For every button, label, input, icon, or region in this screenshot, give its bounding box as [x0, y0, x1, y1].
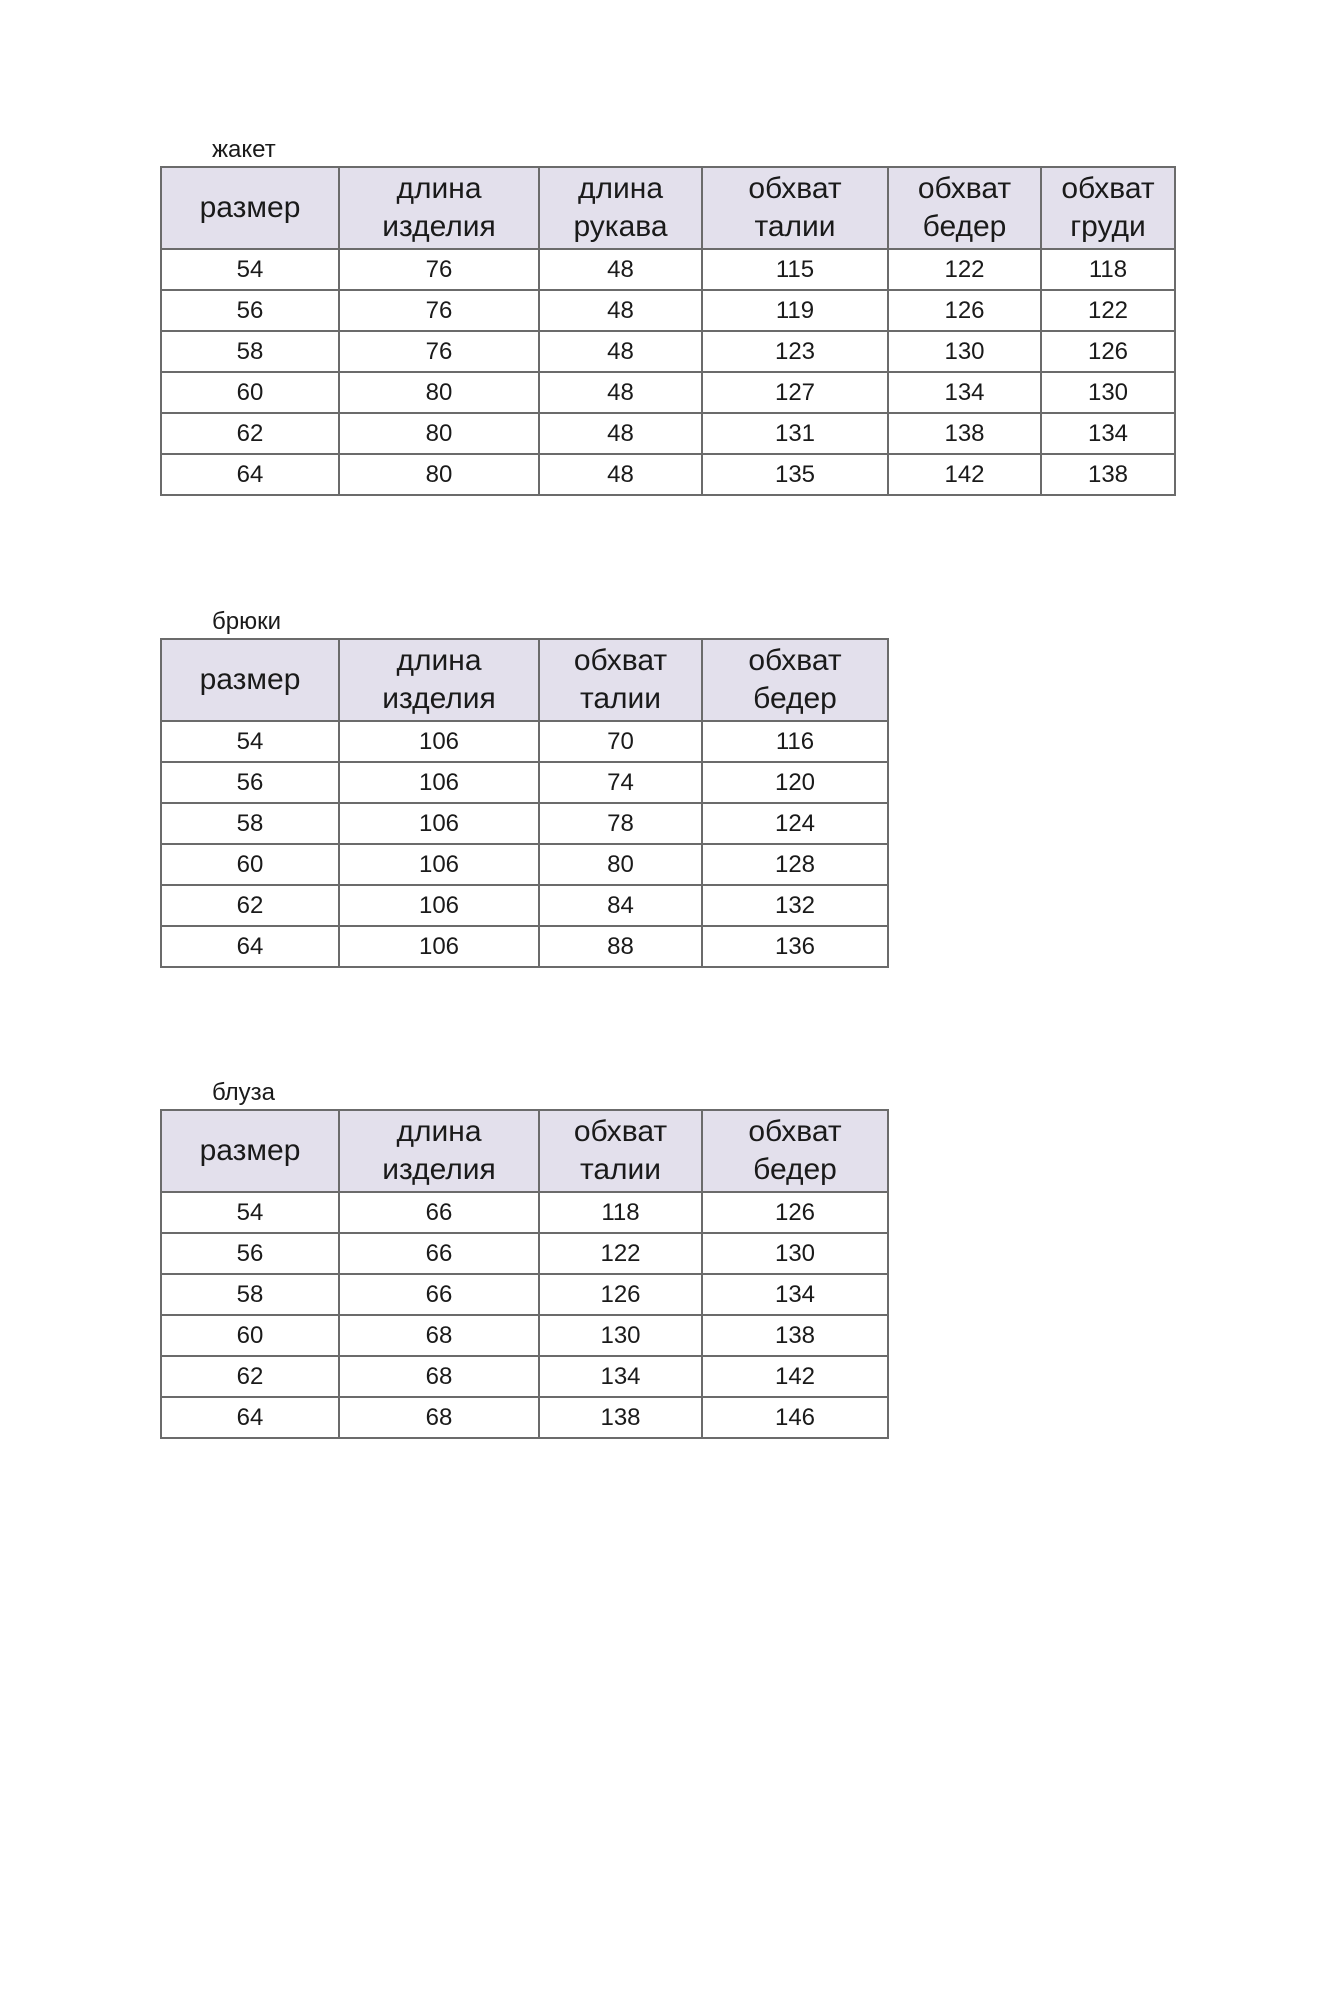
- table-cell: 106: [339, 762, 539, 803]
- table-cell: 130: [1041, 372, 1175, 413]
- column-header-line: изделия: [382, 682, 496, 715]
- table-row: [161, 803, 888, 844]
- table-cell: 58: [161, 803, 339, 844]
- table-cell: 60: [161, 372, 339, 413]
- table-row: [161, 721, 888, 762]
- column-header-line: длина: [396, 1115, 482, 1148]
- column-header-line: размер: [199, 663, 301, 696]
- table-row: [161, 249, 1175, 290]
- column-header: [539, 167, 702, 249]
- table-row: [161, 413, 1175, 454]
- table-cell: 130: [888, 331, 1041, 372]
- table-cell: 84: [539, 885, 702, 926]
- table-cell: 68: [339, 1397, 539, 1438]
- table-cell: 130: [702, 1233, 888, 1274]
- table-cell: 134: [702, 1274, 888, 1315]
- trousers-table-title: брюки: [212, 608, 281, 635]
- table-cell: 118: [539, 1192, 702, 1233]
- table-cell: 126: [1041, 331, 1175, 372]
- table-cell: 80: [539, 844, 702, 885]
- table-cell: 48: [539, 454, 702, 495]
- header-row: [161, 167, 1175, 249]
- table-cell: 128: [702, 844, 888, 885]
- table-cell: 142: [702, 1356, 888, 1397]
- table-cell: 70: [539, 721, 702, 762]
- table-cell: 48: [539, 331, 702, 372]
- column-header-line: длина: [396, 644, 482, 677]
- table-row: [161, 1315, 888, 1356]
- column-header-line: обхват: [1061, 172, 1155, 205]
- table-cell: 126: [539, 1274, 702, 1315]
- column-header: [539, 1110, 702, 1192]
- table-cell: 60: [161, 1315, 339, 1356]
- table-cell: 76: [339, 249, 539, 290]
- table-cell: 76: [339, 290, 539, 331]
- table-cell: 126: [702, 1192, 888, 1233]
- column-header: [339, 1110, 539, 1192]
- column-header-line: изделия: [382, 1153, 496, 1186]
- table-cell: 146: [702, 1397, 888, 1438]
- table-cell: 48: [539, 372, 702, 413]
- table-cell: 123: [702, 331, 888, 372]
- table-cell: 134: [888, 372, 1041, 413]
- table-cell: 115: [702, 249, 888, 290]
- table-cell: 64: [161, 454, 339, 495]
- column-header-line: рукава: [573, 210, 668, 243]
- table-cell: 80: [339, 372, 539, 413]
- table-cell: 122: [539, 1233, 702, 1274]
- column-header-line: размер: [199, 191, 301, 224]
- table-row: [161, 926, 888, 967]
- table-row: [161, 454, 1175, 495]
- trousers-size-section: [160, 608, 889, 968]
- table-row: [161, 331, 1175, 372]
- table-row: [161, 1192, 888, 1233]
- table-cell: 134: [1041, 413, 1175, 454]
- table-cell: 120: [702, 762, 888, 803]
- column-header-line: талии: [754, 210, 836, 243]
- table-cell: 74: [539, 762, 702, 803]
- table-cell: 106: [339, 926, 539, 967]
- column-header-line: длина: [577, 172, 664, 205]
- column-header-line: талии: [579, 1153, 662, 1186]
- table-row: [161, 885, 888, 926]
- column-header-line: изделия: [382, 210, 496, 243]
- table-cell: 58: [161, 331, 339, 372]
- table-cell: 131: [702, 413, 888, 454]
- table-cell: 122: [1041, 290, 1175, 331]
- table-cell: 54: [161, 721, 339, 762]
- column-header: [702, 639, 888, 721]
- table-cell: 56: [161, 1233, 339, 1274]
- table-cell: 66: [339, 1192, 539, 1233]
- trousers-size-table: [160, 638, 889, 968]
- table-cell: 116: [702, 721, 888, 762]
- column-header: [539, 639, 702, 721]
- table-cell: 54: [161, 249, 339, 290]
- header-row: [161, 639, 888, 721]
- column-header: [161, 167, 339, 249]
- table-cell: 66: [339, 1233, 539, 1274]
- table-cell: 126: [888, 290, 1041, 331]
- table-row: [161, 1233, 888, 1274]
- table-cell: 48: [539, 413, 702, 454]
- table-row: [161, 1274, 888, 1315]
- table-cell: 135: [702, 454, 888, 495]
- table-cell: 60: [161, 844, 339, 885]
- column-header: [161, 639, 339, 721]
- table-cell: 62: [161, 413, 339, 454]
- table-cell: 134: [539, 1356, 702, 1397]
- column-header-line: бедер: [753, 1153, 837, 1186]
- header-row: [161, 1110, 888, 1192]
- table-cell: 58: [161, 1274, 339, 1315]
- column-header-line: обхват: [748, 644, 842, 677]
- column-header-line: обхват: [748, 1115, 842, 1148]
- table-cell: 119: [702, 290, 888, 331]
- column-header-line: груди: [1070, 210, 1146, 243]
- column-header: [339, 639, 539, 721]
- table-cell: 56: [161, 762, 339, 803]
- table-cell: 138: [702, 1315, 888, 1356]
- table-cell: 142: [888, 454, 1041, 495]
- column-header: [1041, 167, 1175, 249]
- column-header-line: длина: [396, 172, 482, 205]
- table-cell: 76: [339, 331, 539, 372]
- table-cell: 64: [161, 1397, 339, 1438]
- column-header-line: талии: [579, 682, 662, 715]
- table-cell: 138: [539, 1397, 702, 1438]
- blouse-size-table: [160, 1109, 889, 1439]
- table-cell: 48: [539, 290, 702, 331]
- blouse-size-section: [160, 1079, 889, 1439]
- table-cell: 106: [339, 885, 539, 926]
- table-cell: 62: [161, 885, 339, 926]
- column-header: [161, 1110, 339, 1192]
- jacket-table-title: жакет: [212, 136, 276, 163]
- column-header: [702, 1110, 888, 1192]
- column-header-line: обхват: [573, 644, 668, 677]
- table-cell: 64: [161, 926, 339, 967]
- column-header-line: обхват: [748, 172, 842, 205]
- table-cell: 66: [339, 1274, 539, 1315]
- table-cell: 48: [539, 249, 702, 290]
- table-row: [161, 372, 1175, 413]
- jacket-size-table: [160, 166, 1176, 496]
- table-cell: 80: [339, 454, 539, 495]
- column-header-line: бедер: [922, 210, 1007, 243]
- column-header-line: обхват: [573, 1115, 668, 1148]
- table-cell: 68: [339, 1315, 539, 1356]
- table-cell: 124: [702, 803, 888, 844]
- jacket-size-section: [160, 136, 1176, 496]
- table-cell: 136: [702, 926, 888, 967]
- blouse-table-title: блуза: [212, 1079, 276, 1106]
- table-cell: 78: [539, 803, 702, 844]
- table-row: [161, 1397, 888, 1438]
- column-header-line: размер: [199, 1134, 301, 1167]
- table-cell: 130: [539, 1315, 702, 1356]
- column-header: [702, 167, 888, 249]
- table-row: [161, 762, 888, 803]
- table-cell: 132: [702, 885, 888, 926]
- table-cell: 127: [702, 372, 888, 413]
- column-header-line: бедер: [753, 682, 837, 715]
- column-header-line: обхват: [917, 172, 1012, 205]
- table-cell: 62: [161, 1356, 339, 1397]
- table-row: [161, 1356, 888, 1397]
- table-row: [161, 290, 1175, 331]
- table-cell: 106: [339, 721, 539, 762]
- column-header: [339, 167, 539, 249]
- table-cell: 56: [161, 290, 339, 331]
- table-cell: 88: [539, 926, 702, 967]
- table-cell: 106: [339, 803, 539, 844]
- table-cell: 68: [339, 1356, 539, 1397]
- table-cell: 54: [161, 1192, 339, 1233]
- table-cell: 118: [1041, 249, 1175, 290]
- table-row: [161, 844, 888, 885]
- table-cell: 138: [1041, 454, 1175, 495]
- table-cell: 80: [339, 413, 539, 454]
- table-cell: 122: [888, 249, 1041, 290]
- column-header: [888, 167, 1041, 249]
- table-cell: 106: [339, 844, 539, 885]
- table-cell: 138: [888, 413, 1041, 454]
